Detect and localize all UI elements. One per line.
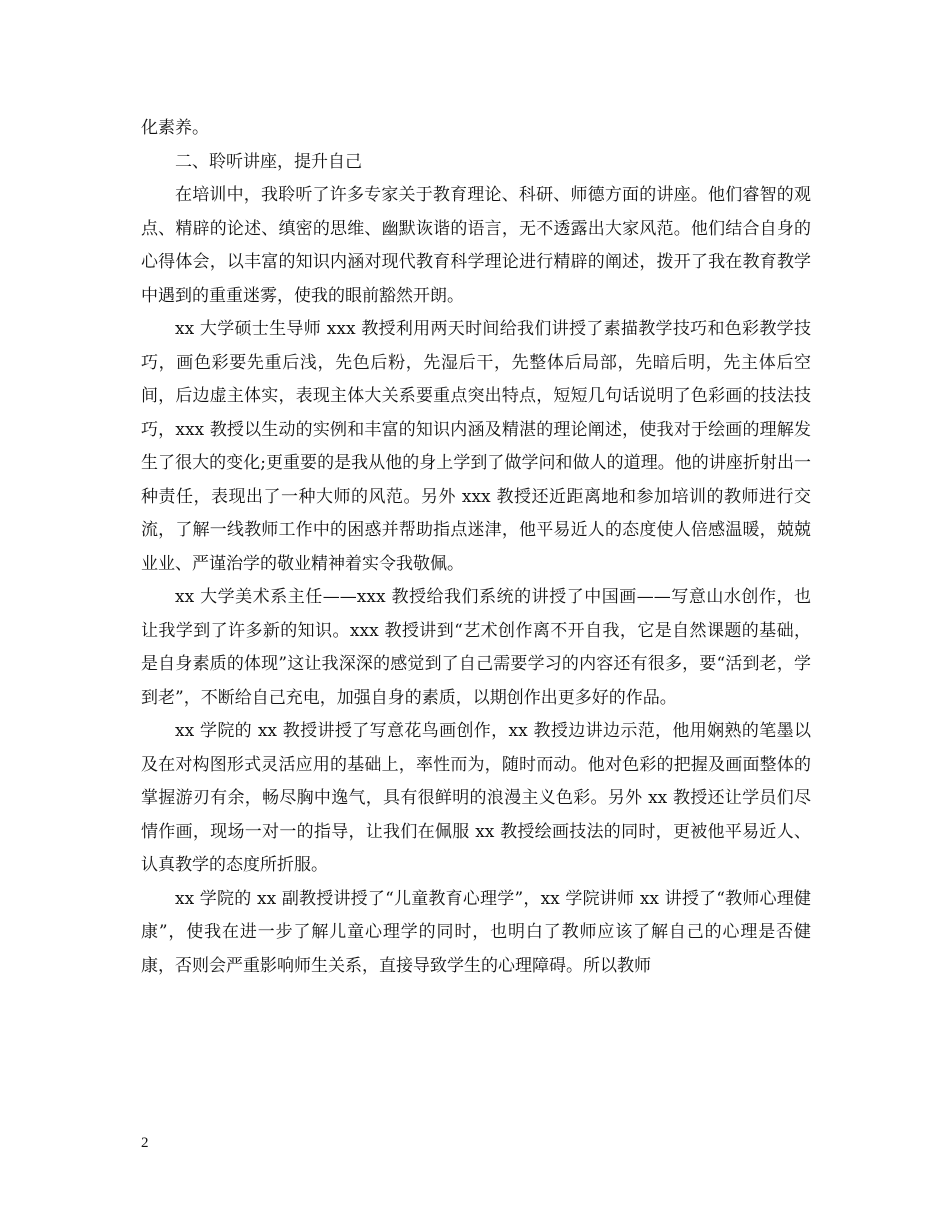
paragraph: 在培训中，我聆听了许多专家关于教育理论、科研、师德方面的讲座。他们睿智的观点、精辟的论述、缜密的思维、幽默诙谐的语言，无不透露出大家风范。他们结合自身的心得体会，以丰富的知识内涵对现代教育科学理论进行精辟的阐述，拨开了我在教育教学中遇到的重重迷雾，使我的眼前豁然开朗。 xyxy=(141,185,811,306)
paragraph-continuation: 化素养。 xyxy=(141,118,209,138)
page-number: 2 xyxy=(141,1135,149,1151)
paragraph: xx 大学美术系主任——xxx 教授给我们系统的讲授了中国画——写意山水创作，也让我学到了许多新的知识。xxx 教授讲到“艺术创作离不开自我，它是自然课题的基础，是自身素质的体现”这让我深深的感觉到了自己需要学习的内容还有很多，要“活到老，学到老”，不断给自己充电，加强自身的素质，以期创作出更多好的作品。 xyxy=(141,587,811,708)
paragraph: xx 学院的 xx 副教授讲授了“儿童教育心理学”，xx 学院讲师 xx 讲授了“教师心理健康”，使我在进一步了解儿童心理学的同时，也明白了教师应该了解自己的心理是否健康，否则会严重影响师生关系，直接导致学生的心理障碍。所以教师 xyxy=(141,888,811,976)
document-body xyxy=(141,112,811,983)
paragraph: xx 学院的 xx 教授讲授了写意花鸟画创作，xx 教授边讲边示范，他用娴熟的笔墨以及在对构图形式灵活应用的基础上，率性而为，随时而动。他对色彩的把握及画面整体的掌握游刃有余，畅尽胸中逸气，具有很鲜明的浪漫主义色彩。另外 xx 教授还让学员们尽情作画，现场一对一的指导，让我们在佩服 xx 教授绘画技法的同时，更被他平易近人、认真教学的态度所折服。 xyxy=(141,721,811,875)
paragraph: xx 大学硕士生导师 xxx 教授利用两天时间给我们讲授了素描教学技巧和色彩教学技巧，画色彩要先重后浅，先色后粉，先湿后干，先整体后局部，先暗后明，先主体后空间，后边虚主体实，表现主体大关系要重点突出特点，短短几句话说明了色彩画的技法技巧，xxx 教授以生动的实例和丰富的知识内涵及精湛的理论阐述，使我对于绘画的理解发生了很大的变化;更重要的是我从他的身上学到了做学问和做人的道理。他的讲座折射出一种责任，表现出了一种大师的风范。另外 xxx 教授还近距离地和参加培训的教师进行交流，了解一线教师工作中的困惑并帮助指点迷津，他平易近人的态度使人倍感温暖，兢兢业业、严谨治学的敬业精神着实令我敬佩。 xyxy=(141,319,811,574)
section-heading: 二、聆听讲座，提升自己 xyxy=(175,151,362,172)
